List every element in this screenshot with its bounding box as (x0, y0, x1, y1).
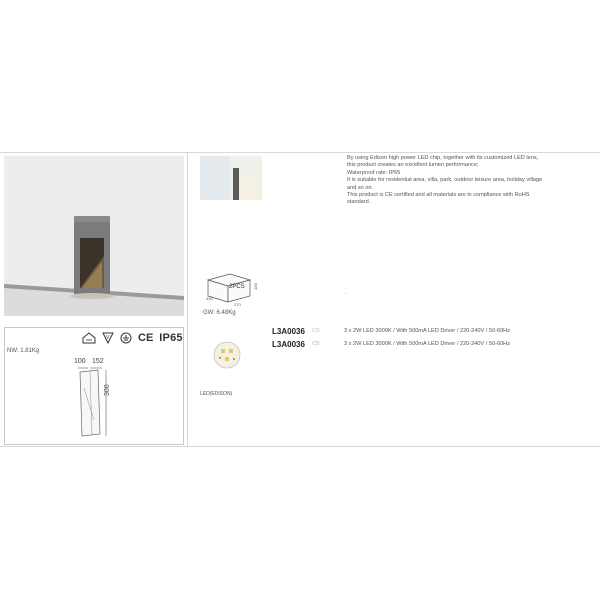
installation-image (200, 156, 262, 200)
model-code: L3A0036 (272, 339, 305, 349)
house-icon (82, 332, 96, 344)
installation-image-drawing (200, 156, 262, 200)
model-spec: 3 x 2W LED 3000K / With 500mA LED Driver / 220-240V / 50-60Hz (344, 328, 511, 334)
led-chip-drawing (212, 340, 242, 370)
description-line: By using Edison high power LED chip, together with its customized LED lens, (347, 155, 539, 161)
led-caption: LED(EDISON) (200, 391, 233, 397)
model-spec: 3 x 2W LED 3000K / With 500mA LED Driver / 220-240V / 50-60Hz (344, 341, 511, 347)
package-pcs: 2PCS (229, 284, 245, 290)
column-divider (187, 152, 188, 446)
model-row (272, 339, 510, 349)
package-dim-b: 270 (234, 302, 241, 307)
package-dim-c: 180 (252, 283, 258, 290)
stray-mark: . (345, 290, 347, 296)
gross-weight: GW: 6.48Kg (203, 310, 236, 316)
package-dim-a: 430 (206, 296, 213, 301)
description-line: It is suitable for residential area, villa, park, outdoor leisure area, holiday village (347, 177, 543, 184)
description-line: standard. (347, 199, 371, 206)
led-chip-image (212, 340, 242, 370)
triangle-v-icon (102, 332, 114, 344)
certification-row (82, 331, 183, 345)
ce-mark: CE (138, 332, 154, 344)
description-line: and so on. (347, 184, 374, 191)
dimension-depth: 152 (92, 358, 104, 365)
package-box (204, 266, 260, 308)
ip-rating: IP65 (159, 332, 183, 344)
model-tag: CB (312, 341, 320, 347)
description-line: This product is CE certified and all materials are in compliance with RoHS (347, 192, 530, 199)
fixture-outline (60, 358, 140, 442)
product-photo-drawing (4, 156, 184, 316)
svg-text:V: V (106, 335, 110, 341)
model-tag: CS (312, 328, 320, 334)
ground-icon (120, 332, 132, 344)
product-photo (4, 156, 184, 316)
bottom-divider (0, 446, 600, 447)
model-row (272, 326, 510, 336)
description-line: Waterproof rate: IP65 (347, 169, 401, 176)
dimension-height: 300 (104, 384, 111, 396)
model-code: L3A0036 (272, 326, 305, 336)
dimension-width: 100 (74, 358, 86, 365)
net-weight: NW: 1.81Kg (7, 348, 40, 354)
dimension-drawing (60, 358, 140, 442)
description-line: this product creates an excellent lumen performance; (347, 162, 479, 169)
top-divider (0, 152, 600, 153)
product-description (347, 155, 577, 207)
